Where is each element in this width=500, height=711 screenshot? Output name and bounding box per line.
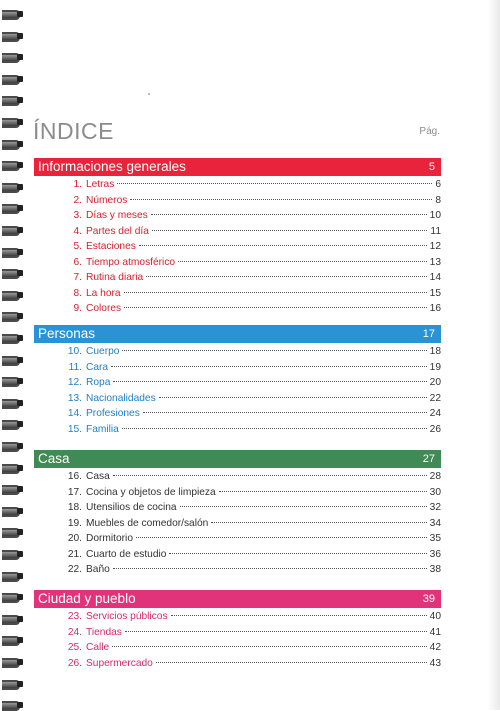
toc-entry[interactable] (34, 658, 441, 674)
toc-entry[interactable] (34, 241, 441, 257)
toc-entry-number: 4. (73, 225, 82, 237)
section-casa (34, 450, 441, 580)
toc-entry[interactable] (34, 533, 441, 549)
toc-entry-title (34, 272, 143, 283)
toc-entry-page: 8 (435, 194, 441, 206)
toc-entry[interactable] (34, 195, 441, 211)
spiral-ring (2, 224, 22, 235)
toc-entry[interactable] (34, 303, 441, 319)
toc-entry-number: 19. (67, 517, 82, 529)
toc-entry-number: 13. (67, 392, 82, 404)
toc-entry-label: Dormitorio (86, 533, 133, 544)
toc-entry-label: Cara (86, 361, 109, 373)
toc-entry-title (34, 471, 110, 482)
toc-entry-title (34, 611, 168, 622)
spiral-ring (2, 505, 22, 516)
spiral-ring (2, 30, 22, 41)
dot-leader (180, 506, 427, 507)
toc-entry-number: 18. (67, 502, 82, 513)
section-header[interactable] (34, 590, 441, 608)
toc-entry-number: 2. (73, 194, 82, 206)
toc-entry-title (34, 487, 216, 498)
dot-leader (152, 230, 428, 231)
dot-leader (113, 381, 426, 382)
spiral-ring (2, 267, 22, 278)
spiral-ring (2, 138, 22, 149)
toc-entry-page: 34 (429, 517, 441, 529)
toc-entry[interactable] (34, 549, 441, 565)
toc-entry-number: 10. (67, 346, 82, 357)
spiral-ring (2, 548, 22, 559)
toc-entry-title (34, 424, 119, 435)
toc-entry-page: 19 (429, 361, 441, 373)
toc-entry-label: Ropa (86, 377, 111, 388)
toc-entry[interactable] (34, 288, 441, 304)
toc-entry-label: Letras (86, 179, 115, 190)
spiral-ring (2, 526, 22, 537)
toc-entry-number: 3. (73, 210, 82, 221)
spiral-ring (2, 289, 22, 300)
dot-leader (169, 553, 426, 554)
dot-leader (143, 412, 427, 413)
toc-entry-label: Días y meses (86, 210, 148, 221)
spiral-ring (2, 310, 22, 321)
toc-entry-title (34, 346, 119, 357)
toc-entry-number: 20. (67, 533, 82, 544)
toc-entry-label: Cuerpo (86, 346, 120, 357)
toc-entry-title (34, 377, 110, 388)
section-header[interactable] (34, 325, 441, 343)
spiral-ring (2, 656, 22, 667)
toc-entry-number: 26. (67, 657, 82, 669)
spiral-ring (2, 94, 22, 105)
toc-entry-title (34, 210, 148, 221)
toc-entry-title (34, 303, 121, 314)
toc-entry-label: Cuarto de estudio (86, 548, 167, 560)
toc-entry-page: 11 (430, 225, 441, 237)
spiral-ring (2, 440, 22, 451)
dot-leader (122, 428, 427, 429)
toc-entry-number: 6. (73, 256, 82, 268)
toc-entry[interactable] (34, 642, 441, 658)
toc-entry-page: 24 (429, 408, 441, 419)
section-page: 27 (422, 453, 435, 465)
toc-entry-page: 6 (435, 179, 441, 190)
toc-entry-label: La hora (86, 287, 121, 299)
toc-entry-label: Utensilios de cocina (86, 502, 177, 513)
section-page: 17 (422, 328, 435, 340)
toc-entry-number: 14. (67, 408, 82, 419)
toc-entry-title (34, 179, 114, 190)
toc-entry-page: 35 (429, 533, 441, 544)
spiral-ring (2, 418, 22, 429)
toc-entry-page: 18 (429, 346, 441, 357)
toc-entry[interactable] (34, 611, 441, 627)
toc-entry-title (34, 393, 156, 404)
section-informaciones-generales (34, 158, 441, 319)
toc-entry-number: 12. (67, 377, 82, 388)
toc-entry-number: 5. (73, 241, 82, 252)
dot-leader (139, 245, 427, 246)
toc-entry-number: 1. (73, 179, 82, 190)
toc-entry-number: 22. (67, 564, 82, 575)
spiral-binding (0, 0, 26, 710)
spiral-ring (2, 483, 22, 494)
toc-entry-number: 21. (67, 548, 82, 560)
toc-entry-label: Baño (86, 564, 110, 575)
toc-entry-label: Profesiones (86, 408, 140, 419)
dot-leader (211, 522, 426, 523)
toc-entry-label: Tiempo atmosférico (86, 256, 176, 268)
toc-entry-title (34, 257, 175, 268)
toc-entry[interactable] (34, 518, 441, 534)
toc-entry-title (34, 518, 208, 529)
spiral-ring (2, 375, 22, 386)
toc-entry-number: 8. (73, 287, 82, 299)
paper-speck (148, 93, 150, 95)
section-title: Ciudad y pueblo (38, 591, 136, 606)
spiral-ring (2, 181, 22, 192)
dot-leader (122, 350, 426, 351)
toc-entry[interactable] (34, 408, 441, 424)
toc-entry-label: Servicios públicos (86, 611, 168, 622)
toc-entry-number: 7. (73, 272, 82, 283)
toc-entry-page: 13 (429, 256, 441, 268)
toc-entry-label: Calle (86, 642, 110, 653)
toc-entry[interactable] (34, 424, 441, 440)
toc-entry[interactable] (34, 346, 441, 362)
toc-entry[interactable] (34, 627, 441, 643)
toc-entry-label: Tiendas (86, 626, 122, 638)
toc-entry-page: 43 (429, 657, 441, 669)
toc-entry-page: 36 (429, 548, 441, 560)
toc-entry-title (34, 502, 177, 513)
dot-leader (146, 276, 426, 277)
spiral-ring (2, 397, 22, 408)
toc-entry-page: 12 (429, 241, 441, 252)
page-title: ÍNDICE (33, 118, 114, 144)
dot-leader (124, 292, 427, 293)
spiral-ring (2, 678, 22, 689)
toc-entry-label: Partes del día (86, 225, 149, 237)
spiral-ring (2, 246, 22, 257)
toc-entry-label: Colores (86, 303, 122, 314)
toc-entry-title (34, 627, 122, 638)
section-title: Personas (38, 326, 96, 341)
section-header[interactable] (34, 158, 441, 176)
toc-entry-page: 38 (429, 564, 441, 575)
toc-entry-number: 15. (67, 423, 82, 435)
toc-entry-page: 41 (429, 626, 441, 638)
toc-entry-title (34, 195, 127, 206)
toc-entry[interactable] (34, 362, 441, 378)
toc-entry[interactable] (34, 487, 441, 503)
toc-entry[interactable] (34, 502, 441, 518)
spiral-ring (2, 699, 22, 710)
toc-entry-title (34, 288, 121, 299)
toc-entry[interactable] (34, 564, 441, 580)
toc-entry-number: 16. (67, 471, 82, 482)
dot-leader (219, 491, 427, 492)
toc-entry-page: 26 (429, 423, 441, 435)
toc-entry-page: 32 (429, 502, 441, 513)
spiral-ring (2, 202, 22, 213)
toc-entry[interactable] (34, 393, 441, 409)
toc-entry-label: Casa (86, 471, 110, 482)
dot-leader (112, 646, 426, 647)
spiral-ring (2, 73, 22, 84)
toc-entry-page: 20 (429, 377, 441, 388)
spiral-ring (2, 613, 22, 624)
toc-entry-title (34, 642, 109, 653)
dot-leader (117, 183, 432, 184)
toc-entry-title (34, 564, 110, 575)
dot-leader (111, 366, 427, 367)
toc-entry-number: 11. (68, 361, 82, 373)
spiral-ring (2, 462, 22, 473)
toc-entry-page: 15 (429, 287, 441, 299)
spiral-ring (2, 116, 22, 127)
dot-leader (124, 307, 427, 308)
page-edge (488, 0, 500, 710)
dot-leader (113, 475, 427, 476)
spiral-ring (2, 332, 22, 343)
toc-entry-title (34, 533, 133, 544)
spiral-ring (2, 570, 22, 581)
dot-leader (125, 631, 427, 632)
toc-entry-number: 17. (67, 486, 82, 498)
toc-entry-label: Supermercado (86, 657, 153, 669)
toc-entry-page: 42 (429, 642, 441, 653)
dot-leader (151, 214, 427, 215)
section-header[interactable] (34, 450, 441, 468)
section-page: 5 (428, 161, 435, 173)
dot-leader (171, 615, 427, 616)
toc-entry-number: 9. (73, 303, 82, 314)
toc-entry-label: Estaciones (86, 241, 136, 252)
toc-entry-number: 24. (67, 626, 82, 638)
section-ciudad-y-pueblo (34, 590, 441, 673)
toc-entry-number: 25. (67, 642, 82, 653)
dot-leader (130, 199, 432, 200)
toc-entry-label: Rutina diaria (86, 272, 144, 283)
toc-entry-page: 22 (429, 392, 441, 404)
dot-leader (113, 568, 427, 569)
toc-entry-page: 16 (429, 303, 441, 314)
toc-entry-number: 23. (67, 611, 82, 622)
toc-entry-label: Cocina y objetos de limpieza (86, 486, 216, 498)
spiral-ring (2, 8, 22, 19)
toc-entry[interactable] (34, 210, 441, 226)
toc-entry-label: Muebles de comedor/salón (86, 517, 209, 529)
toc-entry-page: 40 (429, 611, 441, 622)
toc-entry-label: Números (86, 194, 128, 206)
toc-entry[interactable] (34, 226, 441, 242)
toc-entry[interactable] (34, 257, 441, 273)
dot-leader (136, 537, 427, 538)
toc-entry[interactable] (34, 179, 441, 195)
toc-entry-page: 30 (429, 486, 441, 498)
section-title: Casa (38, 451, 70, 466)
dot-leader (178, 261, 427, 262)
toc-entry-page: 14 (429, 272, 441, 283)
toc-entry-title (34, 226, 149, 237)
toc-entry-title (34, 408, 140, 419)
toc-entry-title (34, 549, 166, 560)
dot-leader (156, 662, 427, 663)
dot-leader (159, 397, 427, 398)
toc-entry[interactable] (34, 272, 441, 288)
toc-entry-title (34, 241, 136, 252)
section-personas (34, 325, 441, 439)
toc-entry-label: Familia (86, 423, 119, 435)
spiral-ring (2, 159, 22, 170)
spiral-ring (2, 591, 22, 602)
section-page: 39 (422, 593, 435, 605)
section-title: Informaciones generales (38, 159, 186, 174)
spiral-ring (2, 634, 22, 645)
spiral-ring (2, 354, 22, 365)
toc-entry-title (34, 362, 108, 373)
page-column-label: Pág. (419, 126, 440, 137)
toc-entry-label: Nacionalidades (86, 392, 156, 404)
toc-entry[interactable] (34, 377, 441, 393)
toc-entry[interactable] (34, 471, 441, 487)
toc-entry-page: 10 (429, 210, 441, 221)
spiral-ring (2, 51, 22, 62)
toc-entry-page: 28 (429, 471, 441, 482)
toc-entry-title (34, 658, 153, 669)
